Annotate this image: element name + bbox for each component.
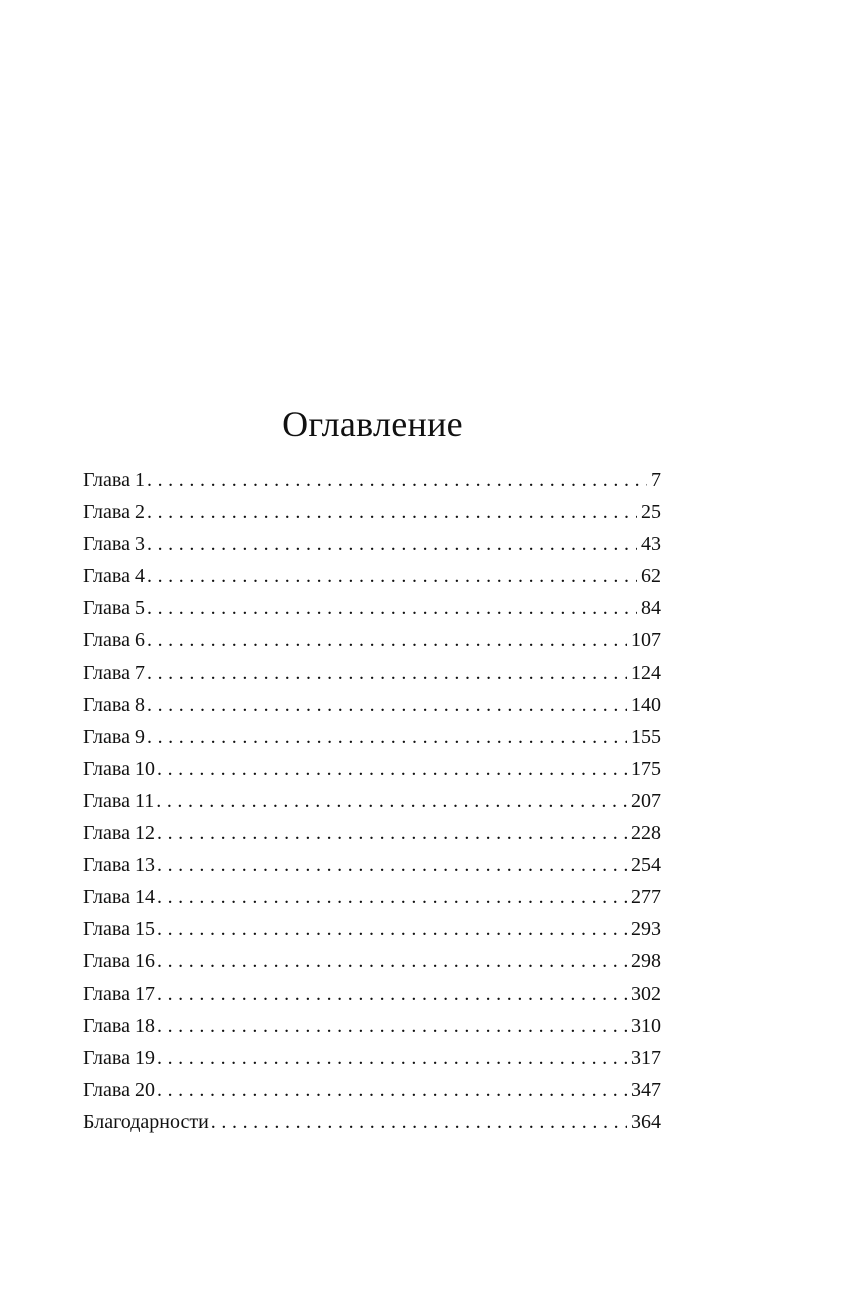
- toc-entry-page: 302: [631, 982, 661, 1005]
- toc-entry: [83, 849, 661, 881]
- toc-entry-label: Глава 8: [83, 693, 145, 716]
- toc-entry: [83, 753, 661, 785]
- page-title: Оглавление: [282, 404, 463, 444]
- toc-entry: [83, 1042, 661, 1074]
- toc-entry-page: 62: [641, 565, 661, 588]
- toc-entry-page: 347: [631, 1078, 661, 1101]
- dot-leader: [147, 496, 637, 528]
- toc-entry: [83, 817, 661, 849]
- dot-leader: [157, 1010, 627, 1042]
- toc-entry-label: Глава 11: [83, 789, 155, 812]
- toc-entry: [83, 496, 661, 528]
- toc-entry: [83, 913, 661, 945]
- dot-leader: [157, 753, 627, 785]
- toc-entry-label: Благодарности: [83, 1110, 209, 1133]
- dot-leader: [156, 785, 627, 817]
- toc-entry-page: 364: [631, 1110, 661, 1133]
- toc-entry: [83, 978, 661, 1010]
- toc-entry-label: Глава 5: [83, 597, 145, 620]
- toc-entry-page: 228: [631, 822, 661, 845]
- toc-entry: [83, 785, 661, 817]
- toc-entry-page: 7: [651, 469, 661, 491]
- toc-entry-page: 25: [641, 501, 661, 524]
- toc-entry-label: Глава 16: [83, 950, 155, 973]
- toc-entry: [83, 1010, 661, 1042]
- toc-entry: [83, 1074, 661, 1106]
- toc-entry-page: 317: [631, 1046, 661, 1069]
- dot-leader: [147, 657, 627, 689]
- dot-leader: [147, 560, 637, 592]
- dot-leader: [157, 881, 627, 913]
- toc-entry-label: Глава 9: [83, 725, 145, 748]
- toc-entry: [83, 592, 661, 624]
- toc-entry-page: 175: [631, 757, 661, 780]
- toc-entry-page: 155: [631, 725, 661, 748]
- toc-entry-label: Глава 19: [83, 1046, 155, 1069]
- toc-entry-label: Глава 13: [83, 854, 155, 877]
- toc-entry: [83, 1106, 661, 1138]
- dot-leader: [147, 464, 647, 496]
- toc-entry-label: Глава 14: [83, 886, 155, 909]
- dot-leader: [157, 1074, 627, 1106]
- toc-entry: [83, 881, 661, 913]
- toc-entry-page: 277: [631, 886, 661, 909]
- toc-entry: [83, 689, 661, 721]
- dot-leader: [147, 528, 637, 560]
- toc-entry-label: Глава 20: [83, 1078, 155, 1101]
- toc-entry-label: Глава 4: [83, 565, 145, 588]
- toc-entry: [83, 721, 661, 753]
- toc-entry: [83, 560, 661, 592]
- toc-entry: [83, 528, 661, 560]
- dot-leader: [157, 849, 627, 881]
- toc-entry: [83, 657, 661, 689]
- dot-leader: [147, 624, 627, 656]
- dot-leader: [147, 689, 627, 721]
- toc-entry: [83, 624, 661, 656]
- toc-entry-label: Глава 17: [83, 982, 155, 1005]
- toc-entry-label: Глава 10: [83, 757, 155, 780]
- toc-entry-label: Глава 2: [83, 501, 145, 524]
- table-of-contents: [83, 464, 661, 1138]
- toc-entry: [83, 945, 661, 977]
- dot-leader: [157, 978, 627, 1010]
- toc-entry-label: Глава 12: [83, 822, 155, 845]
- toc-entry: [83, 464, 661, 496]
- toc-entry-label: Глава 15: [83, 918, 155, 941]
- toc-entry-page: 207: [631, 789, 661, 812]
- toc-entry-label: Глава 3: [83, 533, 145, 556]
- dot-leader: [147, 592, 637, 624]
- dot-leader: [157, 913, 627, 945]
- toc-entry-page: 43: [641, 533, 661, 556]
- dot-leader: [157, 1042, 627, 1074]
- toc-entry-page: 124: [631, 661, 661, 684]
- toc-entry-page: 254: [631, 854, 661, 877]
- toc-entry-page: 84: [641, 597, 661, 620]
- dot-leader: [157, 817, 627, 849]
- toc-entry-label: Глава 18: [83, 1014, 155, 1037]
- toc-entry-page: 298: [631, 950, 661, 973]
- dot-leader: [157, 945, 627, 977]
- toc-entry-page: 310: [631, 1014, 661, 1037]
- dot-leader: [211, 1106, 627, 1138]
- toc-entry-page: 140: [631, 693, 661, 716]
- toc-entry-page: 107: [631, 629, 661, 652]
- toc-entry-label: Глава 6: [83, 629, 145, 652]
- toc-entry-label: Глава 1: [83, 469, 145, 491]
- dot-leader: [147, 721, 627, 753]
- toc-entry-label: Глава 7: [83, 661, 145, 684]
- toc-entry-page: 293: [631, 918, 661, 941]
